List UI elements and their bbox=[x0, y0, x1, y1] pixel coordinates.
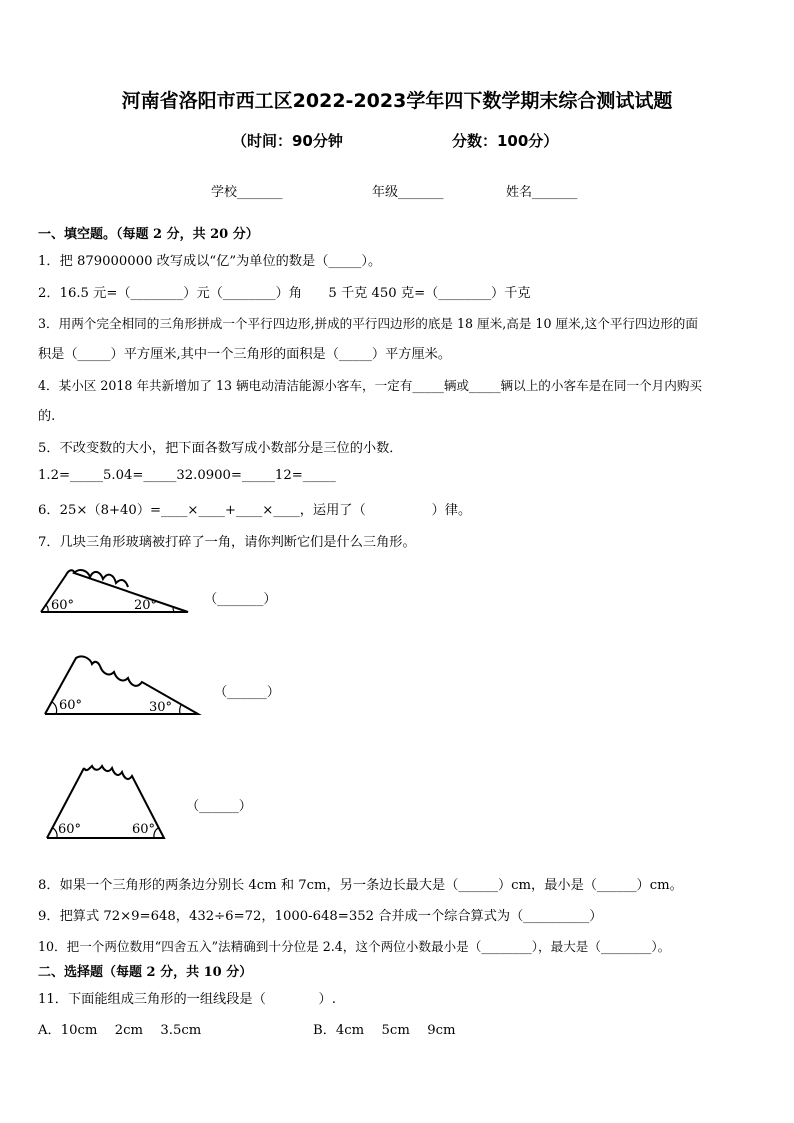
tri3-angle-left: 60° bbox=[58, 822, 82, 837]
question-3-line-2: 积是（_____）平方厘米,其中一个三角形的面积是（_____）平方厘米。 bbox=[38, 347, 452, 362]
question-11-option-a: A．10cm 2cm 3.5cm bbox=[38, 1023, 202, 1038]
question-4-line-2: 的. bbox=[38, 409, 56, 424]
broken-triangle-3 bbox=[44, 762, 170, 842]
question-9: 9．把算式 72×9=648，432÷6=72，1000-648=352 合并成一个综合算式为（__________） bbox=[38, 909, 603, 924]
question-5-blanks: 1.2=_____5.04=_____32.0900=_____12=_____ bbox=[38, 468, 336, 483]
section-1-heading: 一、填空题。（每题 2 分，共 20 分） bbox=[38, 227, 259, 242]
exam-time: （时间：90分钟 bbox=[232, 132, 343, 150]
tri1-angle-left: 60° bbox=[51, 598, 75, 613]
broken-triangle-2 bbox=[42, 652, 204, 718]
tri3-answer-blank: （______） bbox=[186, 799, 252, 814]
name-field: 姓名_______ bbox=[506, 185, 578, 200]
question-8: 8．如果一个三角形的两条边分别长 4cm 和 7cm，另一条边长最大是（______）cm，最小是（______）cm。 bbox=[38, 878, 683, 893]
question-4-line-1: 4．某小区 2018 年共新增加了 13 辆电动清洁能源小客车，一定有_____辆或_____辆以上的小客车是在同一个月内购买 bbox=[38, 378, 703, 393]
question-2: 2．16.5 元=（________）元（________）角 5 千克 450 克=（________）千克 bbox=[38, 286, 531, 301]
question-11-option-b: B．4cm 5cm 9cm bbox=[313, 1023, 456, 1038]
question-11: 11．下面能组成三角形的一组线段是（ ）. bbox=[38, 992, 336, 1007]
tri2-angle-right: 30° bbox=[149, 700, 173, 715]
tri3-angle-right: 60° bbox=[132, 822, 156, 837]
section-2-heading: 二、选择题（每题 2 分，共 10 分） bbox=[38, 965, 253, 980]
question-5: 5．不改变数的大小，把下面各数写成小数部分是三位的小数． bbox=[38, 441, 403, 456]
question-7: 7．几块三角形玻璃被打碎了一角，请你判断它们是什么三角形。 bbox=[38, 535, 416, 550]
question-3-line-1: 3．用两个完全相同的三角形拼成一个平行四边形,拼成的平行四边形的底是 18 厘米,高是 10 厘米,这个平行四边形的面 bbox=[38, 316, 698, 331]
question-10: 10．把一个两位数用“四舍五入”法精确到十分位是 2.4，这个两位小数最小是（________），最大是（________）。 bbox=[38, 939, 671, 954]
question-6: 6．25×（8+40）=____×____+____×____，运用了（ ）律。 bbox=[38, 503, 472, 518]
broken-triangle-1 bbox=[36, 565, 196, 615]
page-title: 河南省洛阳市西工区2022-2023学年四下数学期末综合测试试题 bbox=[121, 90, 673, 112]
tri1-angle-right: 20° bbox=[134, 598, 158, 613]
question-1: 1．把 879000000 改写成以“亿”为单位的数是（_____）。 bbox=[38, 254, 382, 269]
tri2-angle-left: 60° bbox=[59, 698, 83, 713]
school-field: 学校_______ bbox=[211, 185, 283, 200]
tri2-answer-blank: （______） bbox=[214, 685, 280, 700]
exam-score: 分数：100分） bbox=[452, 132, 559, 150]
tri1-answer-blank: （_______） bbox=[204, 592, 277, 607]
grade-field: 年级_______ bbox=[372, 185, 444, 200]
